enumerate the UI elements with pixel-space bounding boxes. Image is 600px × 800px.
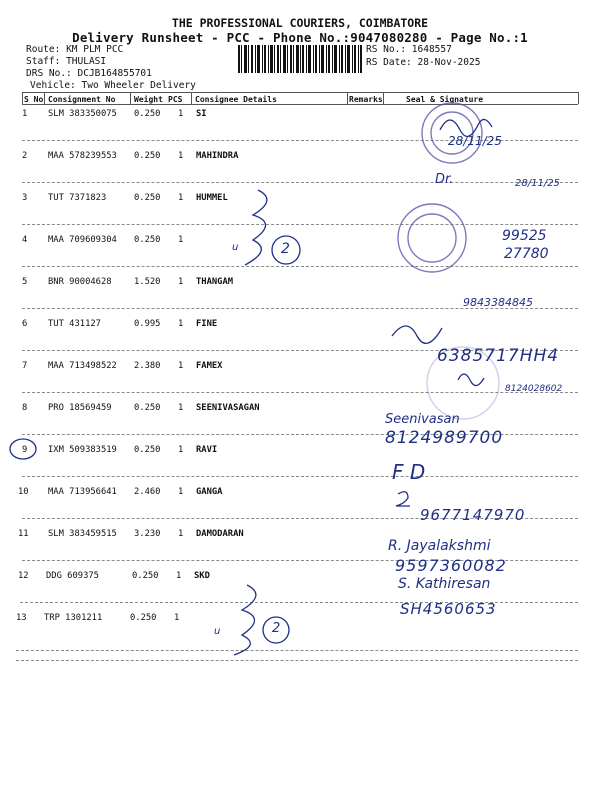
row-sno: 1 <box>22 109 28 119</box>
hand-name-row8: Seenivasan <box>385 412 460 427</box>
row-sno: 11 <box>18 529 29 539</box>
hand-u-row13: u <box>214 626 221 637</box>
rs-date-value: 28-Nov-2025 <box>417 57 481 68</box>
hand-phone2-row7: 8124028602 <box>505 384 563 394</box>
row-weight: 2.380 <box>134 361 161 371</box>
col-sno: S No <box>24 95 44 104</box>
row-consignee: RAVI <box>196 445 218 455</box>
rs-no-label: RS No.: <box>366 44 407 55</box>
row-consignee: MAHINDRA <box>196 151 239 161</box>
row-weight: 0.250 <box>134 151 161 161</box>
row-consignment: TUT 7371823 <box>48 193 107 203</box>
vehicle-label: Vehicle: <box>30 80 76 91</box>
row-pcs: 1 <box>178 529 184 539</box>
row-weight: 0.995 <box>134 319 161 329</box>
row-sno: 4 <box>22 235 28 245</box>
col-weight: Weight <box>134 95 163 104</box>
row-consignment: MAA 709609304 <box>48 235 117 245</box>
row-pcs: 1 <box>174 613 180 623</box>
row-consignee: SKD <box>194 571 210 581</box>
row-consignee: THANGAM <box>196 277 234 287</box>
row-consignment: SLM 383459515 <box>48 529 117 539</box>
row-sno: 8 <box>22 403 28 413</box>
hand-num1-row4: 99525 <box>502 228 547 244</box>
company-stamp-icon <box>398 103 499 419</box>
row-consignment: MAA 578239553 <box>48 151 117 161</box>
row-consignment: MAA 713956641 <box>48 487 117 497</box>
hand-phone-row7: 6385717HH4 <box>437 346 560 366</box>
row-weight: 0.250 <box>130 613 157 623</box>
row-weight: 0.250 <box>134 235 161 245</box>
hand-phone-row5: 9843384845 <box>463 296 533 309</box>
vehicle-value: Two Wheeler Delivery <box>81 80 196 91</box>
row-consignment: PRO 18569459 <box>48 403 112 413</box>
row-pcs: 1 <box>178 235 184 245</box>
row-consignee: HUMMEL <box>196 193 228 203</box>
rs-date-label: RS Date: <box>366 57 412 68</box>
col-consignee: Consignee Details <box>195 95 277 104</box>
runsheet-subtitle: Delivery Runsheet - PCC - Phone No.:9047080280 - Page No.:1 <box>72 30 528 45</box>
hand-initials-row10: F D <box>392 460 426 484</box>
hand-date-row2: 28/11/25 <box>515 178 560 189</box>
row-weight: 0.250 <box>134 403 161 413</box>
row-consignment: MAA 713498522 <box>48 361 117 371</box>
row-pcs: 1 <box>176 571 182 581</box>
col-seal: Seal & Signature <box>406 95 484 104</box>
col-remarks: Remarks <box>349 95 383 104</box>
circle-mark-icon <box>10 439 36 459</box>
row-weight: 1.520 <box>134 277 161 287</box>
hand-date-row1: 28/11/25 <box>448 134 502 148</box>
row-consignee: FAMEX <box>196 361 223 371</box>
row-sno: 7 <box>22 361 28 371</box>
row-pcs: 1 <box>178 193 184 203</box>
row-pcs: 1 <box>178 151 184 161</box>
hand-phone-row12: SH4560653 <box>400 600 497 618</box>
drs-value: DCJB164855701 <box>77 68 152 79</box>
col-consignment: Consignment No <box>48 95 116 104</box>
row-sno: 3 <box>22 193 28 203</box>
row-consignment: TRP 1301211 <box>44 613 103 623</box>
staff-value: THULASI <box>66 56 107 67</box>
hand-phone-row10: 9677147970 <box>420 506 526 524</box>
row-consignee: SEENIVASAGAN <box>196 403 260 413</box>
staff-label: Staff: <box>26 56 61 67</box>
row-sno: 9 <box>22 445 28 455</box>
row-consignment: BNR 90004628 <box>48 277 112 287</box>
row-consignee: SI <box>196 109 207 119</box>
row-weight: 3.230 <box>134 529 161 539</box>
row-consignment: DDG 609375 <box>46 571 99 581</box>
row-weight: 0.250 <box>132 571 159 581</box>
row-pcs: 1 <box>178 319 184 329</box>
row-pcs: 1 <box>178 361 184 371</box>
row-consignee: GANGA <box>196 487 223 497</box>
hand-phone-row8: 8124989700 <box>385 428 504 448</box>
row-pcs: 1 <box>178 445 184 455</box>
row-consignment: SLM 383350075 <box>48 109 117 119</box>
col-pcs: PCS <box>168 95 183 104</box>
row-pcs: 1 <box>178 277 184 287</box>
row-consignee: FINE <box>196 319 218 329</box>
row-pcs: 1 <box>178 487 184 497</box>
hand-mark-row13: 2 <box>272 621 281 636</box>
route-value: KM PLM PCC <box>66 44 124 55</box>
row-sno: 6 <box>22 319 28 329</box>
row-consignee: DAMODARAN <box>196 529 244 539</box>
hand-sign-row2: Dr. <box>435 172 454 187</box>
drs-label: DRS No.: <box>26 68 72 79</box>
row-sno: 10 <box>18 487 29 497</box>
row-sno: 13 <box>16 613 27 623</box>
hand-name-row11: R. Jayalakshmi <box>388 538 491 554</box>
hand-mark-row4: 2 <box>281 241 290 257</box>
hand-num2-row4: 27780 <box>504 246 549 262</box>
company-title: THE PROFESSIONAL COURIERS, COIMBATORE <box>171 16 429 30</box>
row-weight: 0.250 <box>134 193 161 203</box>
row-weight: 0.250 <box>134 109 161 119</box>
row-pcs: 1 <box>178 109 184 119</box>
row-sno: 2 <box>22 151 28 161</box>
row-consignment: TUT 431127 <box>48 319 101 329</box>
row-weight: 0.250 <box>134 445 161 455</box>
rs-no-value: 1648557 <box>411 44 452 55</box>
row-sno: 5 <box>22 277 28 287</box>
hand-name-row12: S. Kathiresan <box>398 576 491 592</box>
row-consignment: IXM 509383519 <box>48 445 117 455</box>
hand-phone-row11: 9597360082 <box>395 556 507 575</box>
hand-u-row4: u <box>232 242 239 253</box>
row-weight: 2.460 <box>134 487 161 497</box>
row-sno: 12 <box>18 571 29 581</box>
route-label: Route: <box>26 44 61 55</box>
row-pcs: 1 <box>178 403 184 413</box>
